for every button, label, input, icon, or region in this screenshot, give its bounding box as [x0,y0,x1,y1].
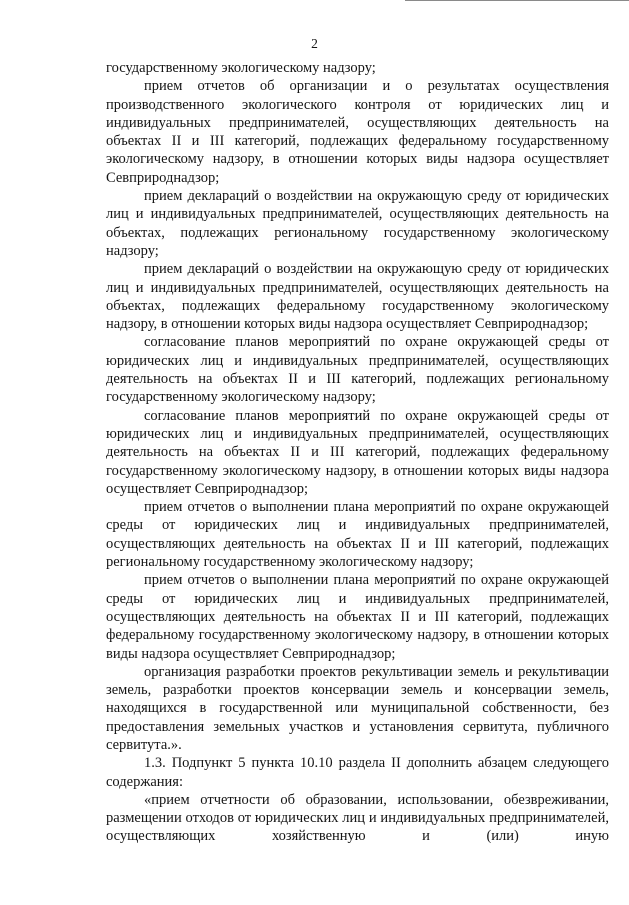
paragraph-6: согласование планов мероприятий по охране окружающей среды от юридических лиц и индивидуальных предпринимателей, осуществляющих деятельность на объектах II и III категорий, подлежащих федеральному государственному экологическому надзору, в отношении которых виды надзора осуществляет Севприроднадзор; [106,407,609,497]
paragraph-8: прием отчетов о выполнении плана мероприятий по охране окружающей среды от юридических лиц и индивидуальных предпринимателей, осуществляющих деятельность на объектах II и III категорий, подлежащих федеральному государственному экологическому надзору, в отношении которых виды надзора осуществляет Севприроднадзор; [106,572,609,662]
paragraph-11: «прием отчетности об образовании, использовании, обезвреживании, размещении отходов от юридических лиц и индивидуальных предпринимателей, осуществляющих хозяйственную и (или) иную [106,791,609,845]
paragraph-1: государственному экологическому надзору; [106,60,376,76]
document-body [106,59,609,846]
paragraph-10: 1.3. Подпункт 5 пункта 10.10 раздела II дополнить абзацем следующего содержания: [106,755,609,790]
paragraph-5: согласование планов мероприятий по охране окружающей среды от юридических лиц и индивидуальных предпринимателей, осуществляющих деятельность на объектах II и III категорий, подлежащих региональному государственному экологическому надзору; [106,334,609,406]
paragraph-3: прием деклараций о воздействии на окружающую среду от юридических лиц и индивидуальных предпринимателей, осуществляющих деятельность на объектах, подлежащих региональному государственному экологическому надзору; [106,188,609,259]
paragraph-7: прием отчетов о выполнении плана мероприятий по охране окружающей среды от юридических лиц и индивидуальных предпринимателей, осуществляющих деятельность на объектах II и III категорий, подлежащих региональному государственному экологическому надзору; [106,499,609,571]
paragraph-2: прием отчетов об организации и о результатах осуществления производственного экологического контроля от юридических лиц и индивидуальных предпринимателей, осуществляющих деятельность на объектах II и III категорий, подлежащих федеральному государственному экологическому надзору, в отношении которых виды надзора осуществляет Севприроднадзор; [106,78,609,186]
page-number: 2 [311,36,318,51]
paragraph-4: прием деклараций о воздействии на окружающую среду от юридических лиц и индивидуальных предпринимателей, осуществляющих деятельность на объектах, подлежащих федеральному государственному экологическому надзору, в отношении которых виды надзора осуществляет Севприроднадзор; [106,261,609,333]
top-border-line [405,0,629,1]
paragraph-9: организация разработки проектов рекультивации земель и рекультивации земель, разработки проектов консервации земель и консервации земель, находящихся в государственной или муниципальной собственности, без предоставления земельных участков и установления сервитута, публичного сервитута.». [106,663,609,753]
